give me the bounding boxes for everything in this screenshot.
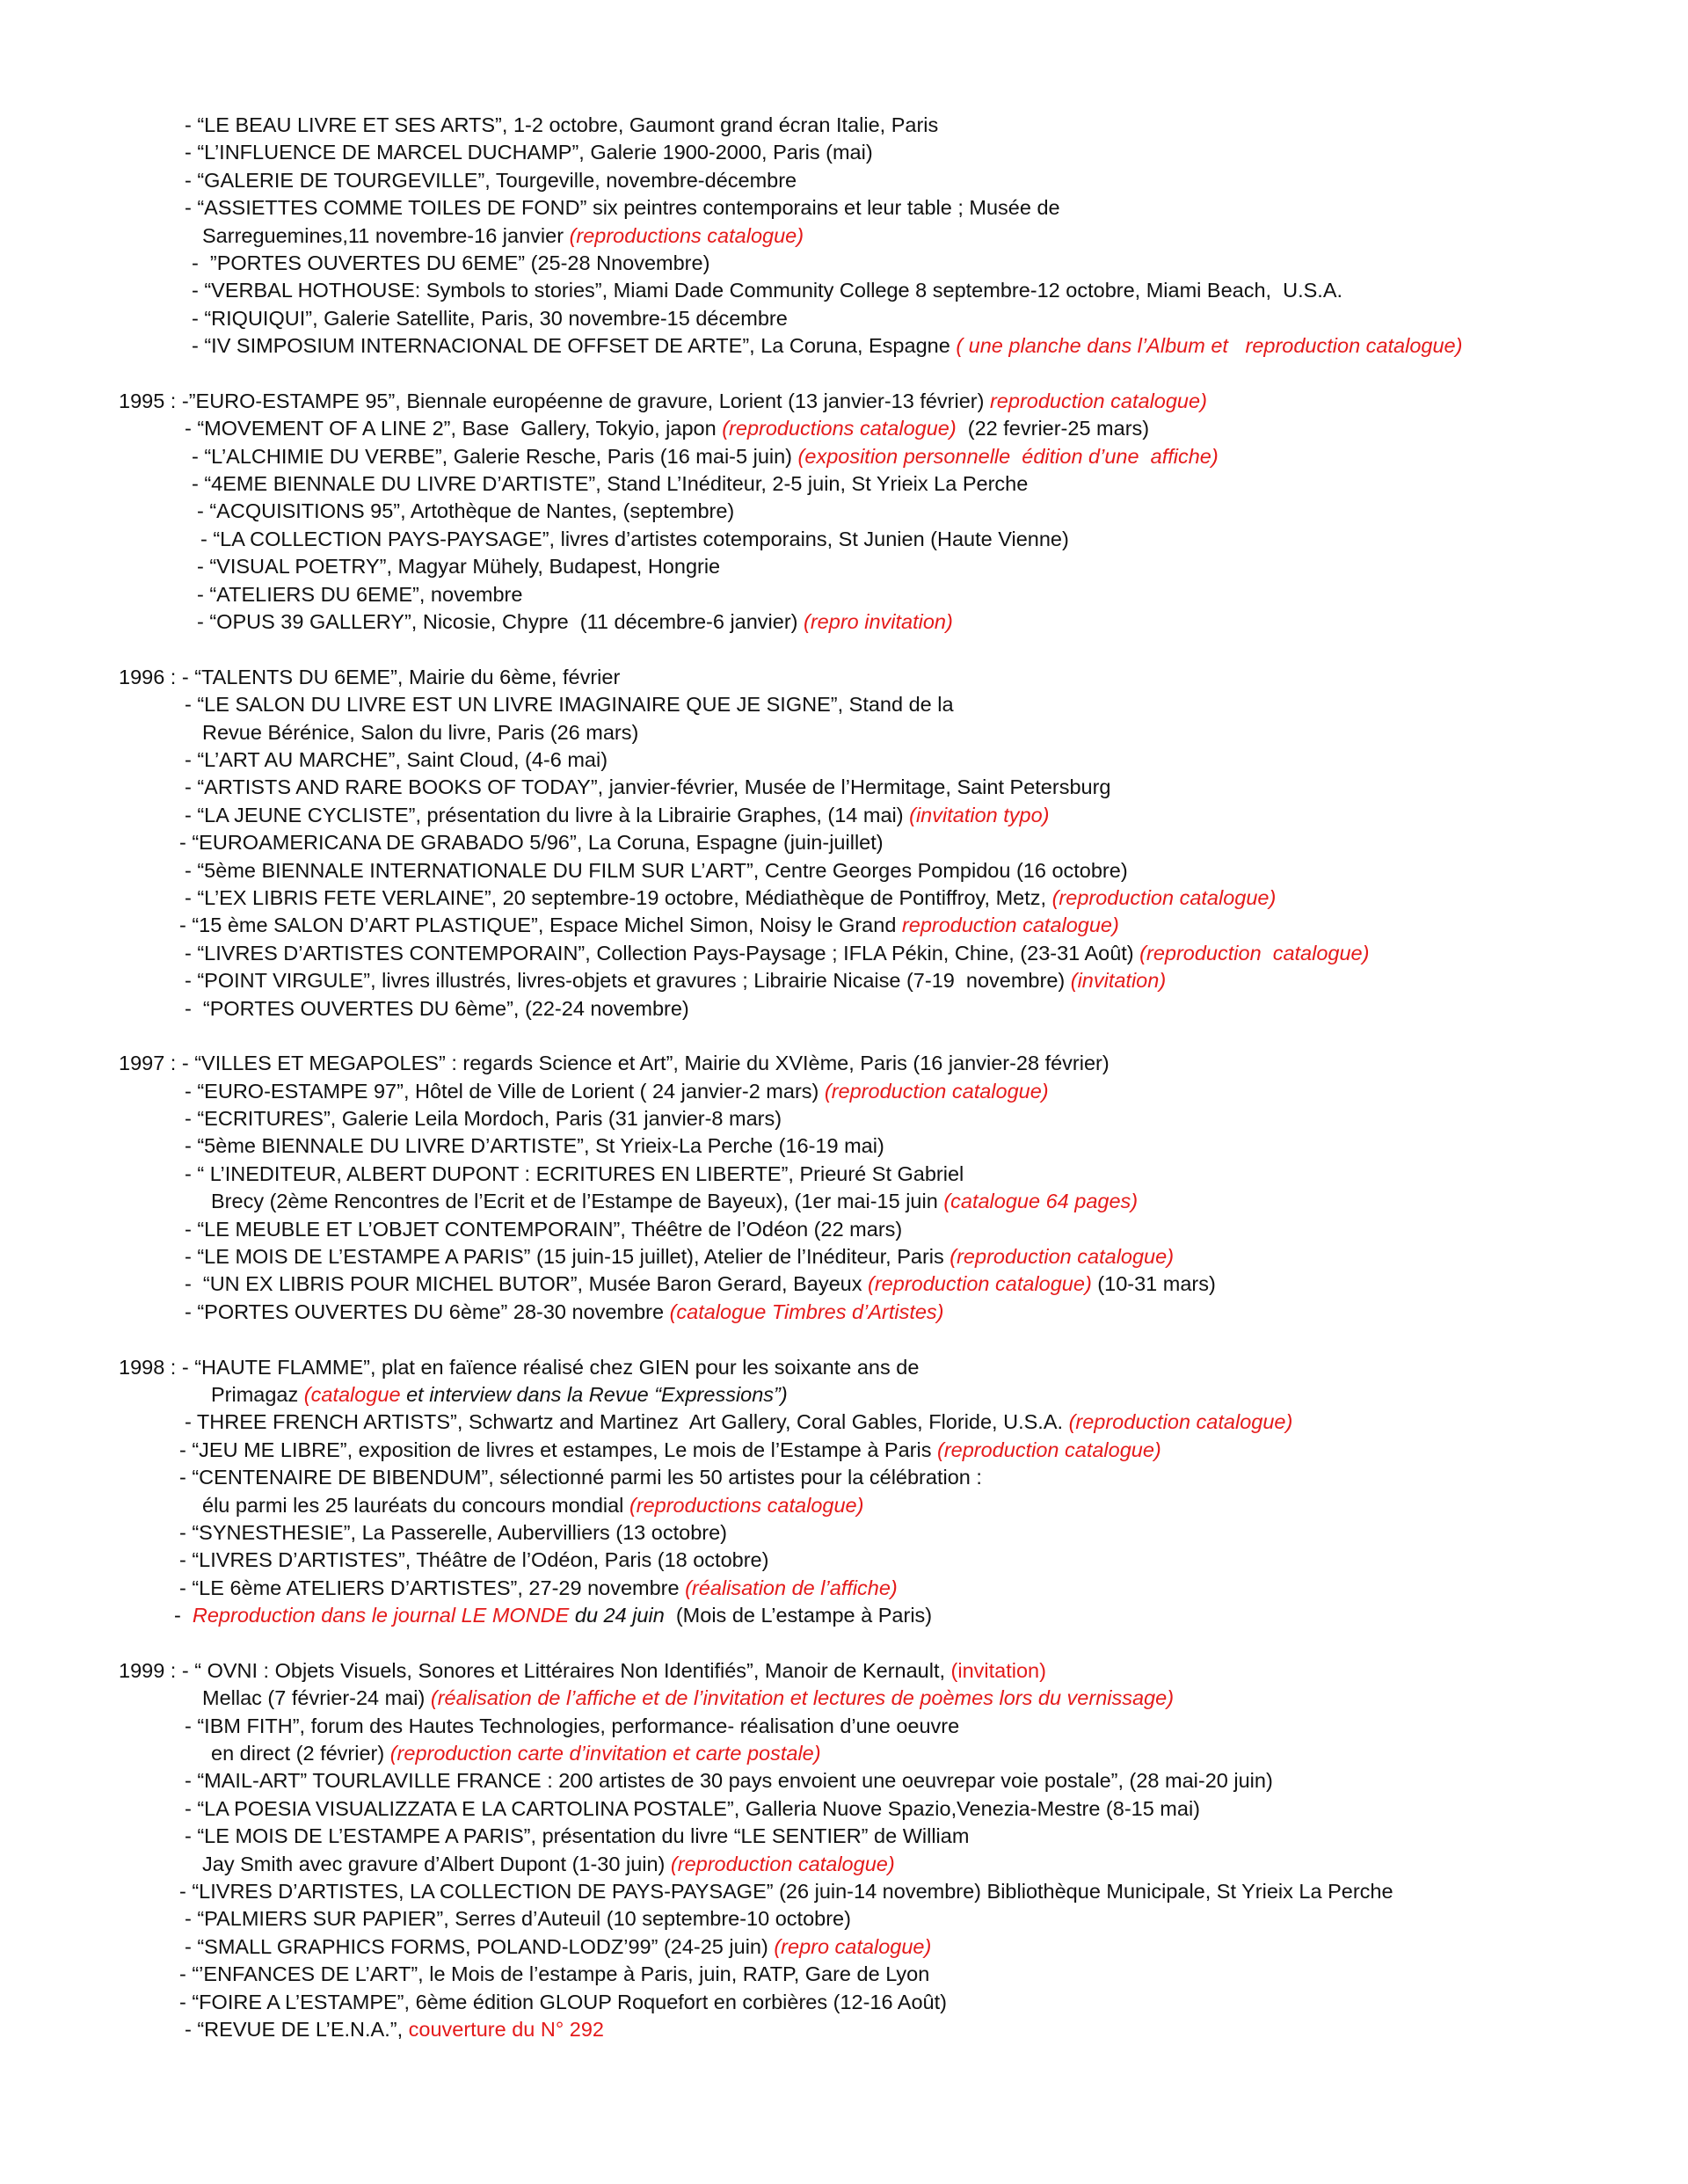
line-text: - “POINT VIRGULE”, livres illustrés, livres-objets et gravures ; Librairie Nicaise (7-19 novembre) (185, 969, 1071, 993)
section-spacer (0, 1326, 1688, 1353)
list-item (0, 608, 1688, 636)
highlight-note: reproduction catalogue) (901, 914, 1119, 937)
highlight-note: (reproductions catalogue) (569, 223, 804, 247)
highlight-note: (exposition personnelle édition d’une affiche) (797, 444, 1219, 468)
list-item (0, 719, 1688, 746)
highlight-note: (réalisation de l’affiche) (685, 1576, 898, 1599)
highlight-note: (reproduction catalogue) (937, 1438, 1161, 1461)
line-text: - “L’ALCHIMIE DU VERBE”, Galerie Resche, Paris (16 mai-5 juin) (192, 444, 798, 468)
highlight-note: (reproduction catalogue) (868, 1272, 1092, 1296)
line-text: Sarreguemines,11 novembre-16 janvier (202, 223, 570, 247)
list-item (0, 222, 1688, 250)
section-spacer (0, 1629, 1688, 1656)
line-text: - “LE MEUBLE ET L’OBJET CONTEMPORAIN”, Théêtre de l’Odéon (22 mars) (185, 1217, 903, 1241)
list-item (0, 1105, 1688, 1132)
line-text: - “ECRITURES”, Galerie Leila Mordoch, Paris (31 janvier-8 mars) (185, 1107, 782, 1131)
line-text: - “SYNESTHESIE”, La Passerelle, Aubervilliers (13 octobre) (179, 1520, 727, 1544)
list-item (0, 415, 1688, 442)
line-text: - “LIVRES D’ARTISTES CONTEMPORAIN”, Collection Pays-Paysage ; IFLA Pékin, Chine, (23-31 Août) (185, 941, 1140, 965)
list-item (0, 1243, 1688, 1270)
list-item (0, 746, 1688, 774)
line-text: - “VISUAL POETRY”, Magyar Mühely, Budapest, Hongrie (197, 555, 721, 579)
line-text: Brecy (2ème Rencontres de l’Ecrit et de l’Estampe de Bayeux), (1er mai-15 juin (211, 1190, 944, 1213)
line-text: - “LE MOIS DE L’ESTAMPE A PARIS” (15 juin-15 juillet), Atelier de l’Inéditeur, Paris (185, 1245, 950, 1269)
list-item (0, 1713, 1688, 1740)
line-text: - “LE BEAU LIVRE ET SES ARTS”, 1-2 octobre, Gaumont grand écran Italie, Paris (185, 113, 939, 136)
line-text: - “IBM FITH”, forum des Hautes Technologies, performance- réalisation d’une oeuvre (185, 1714, 960, 1737)
line-text: - “PORTES OUVERTES DU 6ème” 28-30 novembre (185, 1299, 670, 1323)
list-item (0, 277, 1688, 304)
highlight-note: reproduction catalogue) (989, 389, 1207, 412)
line-text: 1995 : -”EURO-ESTAMPE 95”, Biennale européenne de gravure, Lorient (13 janvier-13 février) (119, 389, 990, 412)
highlight-note: couverture du N° 292 (408, 2017, 604, 2041)
list-item (0, 1519, 1688, 1547)
line-text: - “4EME BIENNALE DU LIVRE D’ARTISTE”, Stand L’Inéditeur, 2-5 juin, St Yrieix La Perche (192, 472, 1029, 496)
line-text: - “VERBAL HOTHOUSE: Symbols to stories”, Miami Dade Community College 8 septembre-12 octobre, Miami Beach, U.S.A. (192, 279, 1343, 302)
list-item (0, 1851, 1688, 1878)
list-item (0, 167, 1688, 194)
highlight-note: (reproductions catalogue) (629, 1493, 864, 1517)
highlight-note: (reproduction catalogue) (670, 1852, 895, 1875)
line-text: - “ARTISTS AND RARE BOOKS OF TODAY”, janvier-février, Musée de l’Hermitage, Saint Petersburg (185, 775, 1111, 799)
section-spacer (0, 636, 1688, 663)
line-text: - “ASSIETTES COMME TOILES DE FOND” six peintres contemporains et leur table ; Musée de (185, 196, 1060, 220)
list-item (0, 112, 1688, 139)
list-item (0, 1464, 1688, 1491)
line-text: - “REVUE DE L’E.N.A.”, (185, 2017, 409, 2041)
line-text: du 24 juin (569, 1604, 665, 1627)
line-text: en direct (2 février) (211, 1742, 390, 1765)
list-item (0, 1409, 1688, 1436)
list-item (0, 1161, 1688, 1188)
line-text: - “MOVEMENT OF A LINE 2”, Base Gallery, Tokyio, japon (185, 417, 723, 440)
list-item (0, 470, 1688, 498)
line-text: - “LIVRES D’ARTISTES, LA COLLECTION DE PAYS-PAYSAGE” (26 juin-14 novembre) Bibliothèque Municipale, St Yrieix La Perche (179, 1880, 1393, 1903)
line-text: - “PALMIERS SUR PAPIER”, Serres d’Auteuil (10 septembre-10 octobre) (185, 1907, 851, 1931)
line-text: - “LE MOIS DE L’ESTAMPE A PARIS”, présentation du livre “LE SENTIER” de William (185, 1824, 970, 1848)
list-item (0, 305, 1688, 332)
list-item (0, 1933, 1688, 1961)
highlight-note: (catalogue 64 pages) (943, 1190, 1139, 1213)
list-item (0, 691, 1688, 718)
line-text: - “PORTES OUVERTES DU 6ème”, (22-24 novembre) (185, 996, 689, 1020)
list-item (0, 388, 1688, 415)
list-item (0, 526, 1688, 553)
line-text: - “OPUS 39 GALLERY”, Nicosie, Chypre (11 décembre-6 janvier) (197, 610, 804, 634)
list-item (0, 1216, 1688, 1243)
line-text: - “LE SALON DU LIVRE EST UN LIVRE IMAGINAIRE QUE JE SIGNE”, Stand de la (185, 693, 954, 717)
list-item (0, 139, 1688, 166)
section-spacer (0, 1023, 1688, 1050)
line-text: - “L’ART AU MARCHE”, Saint Cloud, (4-6 mai) (185, 747, 608, 771)
list-item (0, 1657, 1688, 1685)
line-text: - “15 ème SALON D’ART PLASTIQUE”, Espace Michel Simon, Noisy le Grand (179, 914, 902, 937)
line-text: 1997 : - “VILLES ET MEGAPOLES” : regards Science et Art”, Mairie du XVIème, Paris (16 janvier-28 février) (119, 1052, 1110, 1075)
line-text: - THREE FRENCH ARTISTS”, Schwartz and Martinez Art Gallery, Coral Gables, Floride, U.S.A. (185, 1410, 1069, 1434)
line-text: - “ACQUISITIONS 95”, Artothèque de Nantes, (septembre) (197, 499, 735, 523)
highlight-note: (reproduction catalogue) (824, 1079, 1049, 1103)
list-item (0, 1492, 1688, 1519)
highlight-note: (catalogue Timbres d’Artistes) (669, 1299, 944, 1323)
list-item (0, 1878, 1688, 1905)
line-text: - “UN EX LIBRIS POUR MICHEL BUTOR”, Musée Baron Gerard, Bayeux (185, 1272, 869, 1296)
list-item (0, 885, 1688, 912)
list-item (0, 1823, 1688, 1850)
line-text: - “IV SIMPOSIUM INTERNACIONAL DE OFFSET DE ARTE”, La Coruna, Espagne (192, 334, 957, 358)
list-item (0, 1685, 1688, 1712)
highlight-note: Reproduction dans le journal LE MONDE (192, 1604, 570, 1627)
line-text: - “RIQUIQUI”, Galerie Satellite, Paris, 30 novembre-15 décembre (192, 306, 788, 330)
line-text: (22 fevrier-25 mars) (956, 417, 1150, 440)
highlight-note: (invitation typo) (909, 803, 1050, 826)
line-text: - “FOIRE A L’ESTAMPE”, 6ème édition GLOUP Roquefort en corbières (12-16 Août) (179, 1990, 947, 2013)
list-item (0, 1961, 1688, 1988)
list-item (0, 1575, 1688, 1602)
list-item (0, 553, 1688, 580)
line-text: - “LE 6ème ATELIERS D’ARTISTES”, 27-29 novembre (179, 1576, 686, 1599)
line-text: - “JEU ME LIBRE”, exposition de livres et estampes, Le mois de l’Estampe à Paris (179, 1438, 937, 1461)
line-text: - “LIVRES D’ARTISTES”, Théâtre de l’Odéon, Paris (18 octobre) (179, 1548, 769, 1572)
line-text: - (174, 1604, 193, 1627)
list-item (0, 1188, 1688, 1215)
list-item (0, 857, 1688, 885)
list-item (0, 581, 1688, 608)
list-item (0, 1270, 1688, 1298)
highlight-note: (repro invitation) (804, 610, 953, 634)
line-text: - “ATELIERS DU 6EME”, novembre (197, 582, 523, 606)
section-spacer (0, 360, 1688, 388)
line-text: 1998 : - “HAUTE FLAMME”, plat en faïence réalisé chez GIEN pour les soixante ans de (119, 1355, 920, 1379)
list-item (0, 250, 1688, 277)
exhibition-list (0, 112, 1688, 2043)
highlight-note: (reproduction carte d’invitation et carte postale) (389, 1742, 821, 1765)
line-text: - “’ENFANCES DE L’ART”, le Mois de l’estampe à Paris, juin, RATP, Gare de Lyon (179, 1962, 930, 1986)
highlight-note: (invitation) (950, 1658, 1046, 1682)
list-item (0, 1905, 1688, 1933)
list-item (0, 1437, 1688, 1464)
highlight-note: (reproduction catalogue) (1068, 1410, 1293, 1434)
line-text: 1999 : - “ OVNI : Objets Visuels, Sonores et Littéraires Non Identifiés”, Manoir de Kernault, (119, 1658, 951, 1682)
list-item (0, 1602, 1688, 1629)
list-item (0, 194, 1688, 222)
list-item (0, 664, 1688, 691)
highlight-note: (réalisation de l’affiche et de l’invitation et lectures de poèmes lors du vernissage) (430, 1686, 1175, 1710)
line-text: 1996 : - “TALENTS DU 6EME”, Mairie du 6ème, février (119, 665, 621, 688)
line-text: (10-31 mars) (1091, 1272, 1216, 1296)
highlight-note: (catalogue (303, 1382, 401, 1406)
highlight-note: (repro catalogue) (774, 1934, 932, 1958)
list-item (0, 1299, 1688, 1326)
list-item (0, 332, 1688, 360)
list-item (0, 443, 1688, 470)
line-text: - “GALERIE DE TOURGEVILLE”, Tourgeville, novembre-décembre (185, 168, 797, 192)
list-item (0, 829, 1688, 856)
highlight-note: (invitation) (1070, 969, 1167, 993)
line-text: - “ L’INEDITEUR, ALBERT DUPONT : ECRITURES EN LIBERTE”, Prieuré St Gabriel (185, 1161, 964, 1185)
list-item (0, 1132, 1688, 1160)
list-item (0, 912, 1688, 939)
list-item (0, 1740, 1688, 1767)
line-text: - “LA POESIA VISUALIZZATA E LA CARTOLINA POSTALE”, Galleria Nuove Spazio,Venezia-Mestre (8-15 mai) (185, 1796, 1200, 1820)
highlight-note: (reproduction catalogue) (950, 1245, 1175, 1269)
list-item (0, 802, 1688, 829)
list-item (0, 1078, 1688, 1105)
line-text: - “LA COLLECTION PAYS-PAYSAGE”, livres d’artistes cotemporains, St Junien (Haute Vienne) (200, 527, 1069, 550)
list-item (0, 1547, 1688, 1574)
line-text: Mellac (7 février-24 mai) (202, 1686, 431, 1710)
line-text: - “MAIL-ART” TOURLAVILLE FRANCE : 200 artistes de 30 pays envoient une oeuvrepar voie postale”, (28 mai-20 juin) (185, 1769, 1273, 1793)
line-text: - “SMALL GRAPHICS FORMS, POLAND-LODZ’99” (24-25 juin) (185, 1934, 775, 1958)
list-item (0, 1354, 1688, 1381)
line-text: - “5ème BIENNALE DU LIVRE D’ARTISTE”, St Yrieix-La Perche (16-19 mai) (185, 1134, 884, 1158)
list-item (0, 940, 1688, 967)
list-item (0, 967, 1688, 994)
list-item (0, 1381, 1688, 1409)
line-text: - “CENTENAIRE DE BIBENDUM”, sélectionné parmi les 50 artistes pour la célébration : (179, 1466, 982, 1489)
line-text: et interview dans la Revue “Expressions”) (400, 1382, 788, 1406)
list-item (0, 774, 1688, 801)
line-text: - “L’EX LIBRIS FETE VERLAINE”, 20 septembre-19 octobre, Médiathèque de Pontiffroy, Metz, (185, 885, 1052, 909)
list-item (0, 1989, 1688, 2016)
line-text: - “L’INFLUENCE DE MARCEL DUCHAMP”, Galerie 1900-2000, Paris (mai) (185, 141, 873, 164)
line-text: élu parmi les 25 lauréats du concours mondial (202, 1493, 629, 1517)
highlight-note: ( une planche dans l’Album et reproduction catalogue) (956, 334, 1463, 358)
list-item (0, 1795, 1688, 1823)
line-text: - ”PORTES OUVERTES DU 6EME” (25-28 Nnovembre) (192, 251, 710, 274)
line-text: Jay Smith avec gravure d’Albert Dupont (1-30 juin) (202, 1852, 671, 1875)
list-item (0, 1767, 1688, 1795)
list-item (0, 498, 1688, 525)
highlight-note: (reproduction catalogue) (1051, 885, 1277, 909)
line-text: Primagaz (211, 1382, 304, 1406)
highlight-note: (reproductions catalogue) (722, 417, 957, 440)
line-text: - “EUROAMERICANA DE GRABADO 5/96”, La Coruna, Espagne (juin-juillet) (179, 831, 884, 855)
line-text: - “LA JEUNE CYCLISTE”, présentation du livre à la Librairie Graphes, (14 mai) (185, 803, 910, 826)
list-item (0, 2016, 1688, 2043)
line-text: (Mois de L’estampe à Paris) (664, 1604, 933, 1627)
line-text: Revue Bérénice, Salon du livre, Paris (26 mars) (202, 720, 639, 744)
line-text: - “5ème BIENNALE INTERNATIONALE DU FILM SUR L’ART”, Centre Georges Pompidou (16 octobre) (185, 858, 1128, 882)
line-text: - “EURO-ESTAMPE 97”, Hôtel de Ville de Lorient ( 24 janvier-2 mars) (185, 1079, 825, 1103)
highlight-note: (reproduction catalogue) (1139, 941, 1370, 965)
list-item (0, 1050, 1688, 1077)
list-item (0, 995, 1688, 1023)
